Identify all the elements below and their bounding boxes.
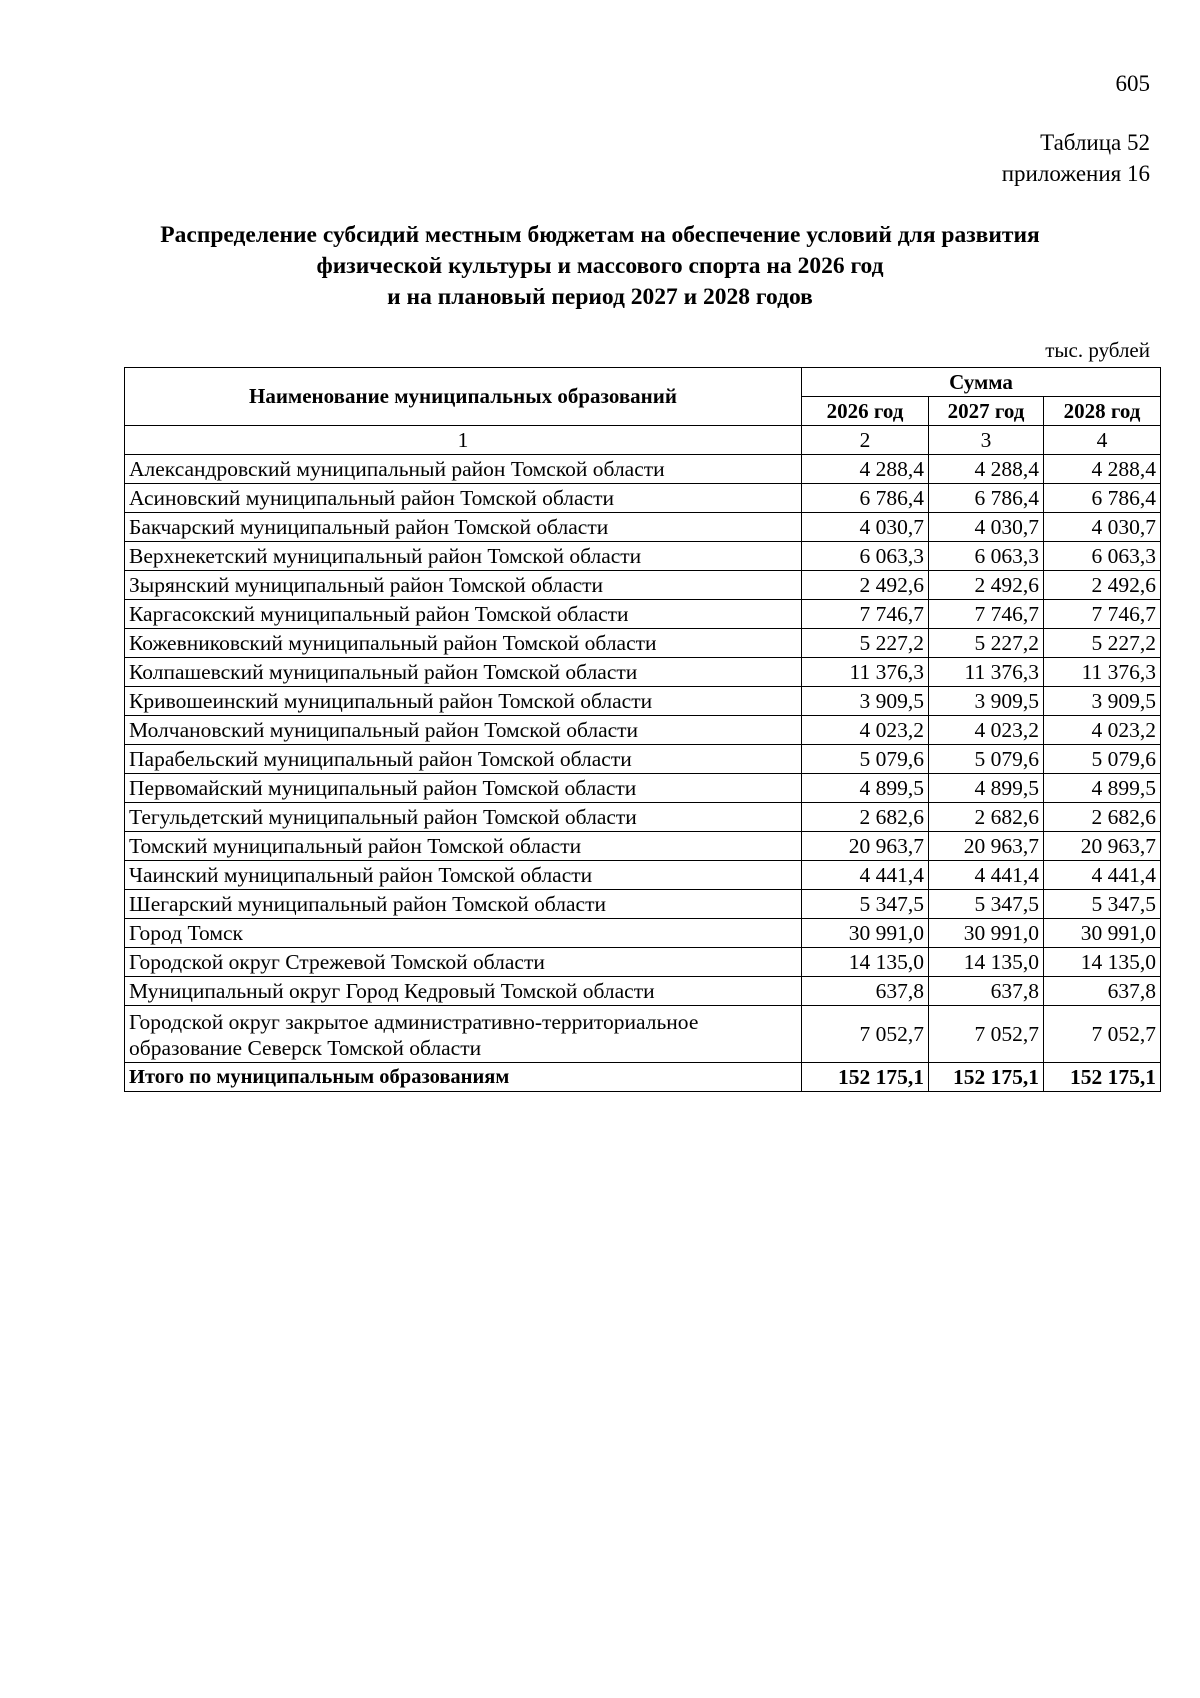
header-municipality: Наименование муниципальных образований xyxy=(125,368,802,426)
table-row xyxy=(125,890,1161,919)
table-row xyxy=(125,774,1161,803)
municipality-name: Кожевниковский муниципальный район Томской области xyxy=(125,629,802,658)
total-amount-2027: 152 175,1 xyxy=(929,1063,1044,1092)
municipality-name: Город Томск xyxy=(125,919,802,948)
amount-2026: 637,8 xyxy=(802,977,929,1006)
amount-2027: 2 492,6 xyxy=(929,571,1044,600)
amount-2026: 4 899,5 xyxy=(802,774,929,803)
unit-label: тыс. рублей xyxy=(1045,338,1150,362)
subsidy-table xyxy=(124,367,1161,1092)
table-row xyxy=(125,832,1161,861)
municipality-name: Томский муниципальный район Томской области xyxy=(125,832,802,861)
amount-2027: 30 991,0 xyxy=(929,919,1044,948)
table-row xyxy=(125,716,1161,745)
municipality-name: Асиновский муниципальный район Томской области xyxy=(125,484,802,513)
table-body xyxy=(125,426,1161,1092)
table-row xyxy=(125,1006,1161,1063)
total-row xyxy=(125,1063,1161,1092)
amount-2028: 6 063,3 xyxy=(1044,542,1161,571)
amount-2027: 5 079,6 xyxy=(929,745,1044,774)
amount-2026: 6 786,4 xyxy=(802,484,929,513)
table-row xyxy=(125,513,1161,542)
amount-2026: 5 347,5 xyxy=(802,890,929,919)
amount-2026: 4 288,4 xyxy=(802,455,929,484)
amount-2028: 6 786,4 xyxy=(1044,484,1161,513)
amount-2028: 14 135,0 xyxy=(1044,948,1161,977)
title-line2: физической культуры и массового спорта на 2026 год xyxy=(316,253,884,279)
column-number: 1 xyxy=(125,426,802,455)
amount-2027: 5 227,2 xyxy=(929,629,1044,658)
amount-2028: 5 079,6 xyxy=(1044,745,1161,774)
table-row xyxy=(125,629,1161,658)
amount-2027: 4 441,4 xyxy=(929,861,1044,890)
amount-2028: 4 288,4 xyxy=(1044,455,1161,484)
amount-2028: 4 030,7 xyxy=(1044,513,1161,542)
table-row xyxy=(125,571,1161,600)
amount-2027: 3 909,5 xyxy=(929,687,1044,716)
municipality-name: Бакчарский муниципальный район Томской области xyxy=(125,513,802,542)
amount-2026: 20 963,7 xyxy=(802,832,929,861)
amount-2026: 30 991,0 xyxy=(802,919,929,948)
municipality-name: Молчановский муниципальный район Томской области xyxy=(125,716,802,745)
table-row xyxy=(125,687,1161,716)
amount-2028: 4 441,4 xyxy=(1044,861,1161,890)
amount-2028: 2 682,6 xyxy=(1044,803,1161,832)
total-amount-2028: 152 175,1 xyxy=(1044,1063,1161,1092)
amount-2028: 637,8 xyxy=(1044,977,1161,1006)
amount-2027: 5 347,5 xyxy=(929,890,1044,919)
municipality-name: Городской округ закрытое административно-территориальное образование Северск Томской области xyxy=(125,1006,802,1063)
amount-2028: 5 347,5 xyxy=(1044,890,1161,919)
amount-2027: 4 899,5 xyxy=(929,774,1044,803)
total-amount-2026: 152 175,1 xyxy=(802,1063,929,1092)
municipality-name: Чаинский муниципальный район Томской области xyxy=(125,861,802,890)
amount-2027: 20 963,7 xyxy=(929,832,1044,861)
table-reference-line2: приложения 16 xyxy=(1001,161,1150,186)
municipality-name: Верхнекетский муниципальный район Томской области xyxy=(125,542,802,571)
municipality-name: Кривошеинский муниципальный район Томской области xyxy=(125,687,802,716)
municipality-name: Муниципальный округ Город Кедровый Томской области xyxy=(125,977,802,1006)
municipality-name: Каргасокский муниципальный район Томской области xyxy=(125,600,802,629)
municipality-name: Зырянский муниципальный район Томской области xyxy=(125,571,802,600)
column-number-row xyxy=(125,426,1161,455)
municipality-name: Шегарский муниципальный район Томской области xyxy=(125,890,802,919)
amount-2028: 7 746,7 xyxy=(1044,600,1161,629)
municipality-name: Первомайский муниципальный район Томской области xyxy=(125,774,802,803)
amount-2027: 4 030,7 xyxy=(929,513,1044,542)
column-number: 2 xyxy=(802,426,929,455)
amount-2028: 2 492,6 xyxy=(1044,571,1161,600)
header-year-2027: 2027 год xyxy=(929,397,1044,426)
column-number: 3 xyxy=(929,426,1044,455)
table-row xyxy=(125,600,1161,629)
amount-2026: 2 682,6 xyxy=(802,803,929,832)
table-row xyxy=(125,745,1161,774)
amount-2027: 14 135,0 xyxy=(929,948,1044,977)
amount-2027: 11 376,3 xyxy=(929,658,1044,687)
municipality-name: Колпашевский муниципальный район Томской области xyxy=(125,658,802,687)
municipality-name: Парабельский муниципальный район Томской области xyxy=(125,745,802,774)
amount-2027: 7 052,7 xyxy=(929,1006,1044,1063)
amount-2028: 11 376,3 xyxy=(1044,658,1161,687)
municipality-name: Александровский муниципальный район Томской области xyxy=(125,455,802,484)
table-row xyxy=(125,484,1161,513)
amount-2026: 4 441,4 xyxy=(802,861,929,890)
amount-2026: 4 023,2 xyxy=(802,716,929,745)
column-number: 4 xyxy=(1044,426,1161,455)
table-reference-line1: Таблица 52 xyxy=(1040,130,1150,155)
table-row xyxy=(125,658,1161,687)
amount-2028: 4 023,2 xyxy=(1044,716,1161,745)
table-row xyxy=(125,919,1161,948)
amount-2026: 6 063,3 xyxy=(802,542,929,571)
amount-2026: 4 030,7 xyxy=(802,513,929,542)
amount-2026: 3 909,5 xyxy=(802,687,929,716)
amount-2028: 4 899,5 xyxy=(1044,774,1161,803)
document-title xyxy=(100,220,1100,313)
header-sum: Сумма xyxy=(802,368,1161,397)
amount-2027: 4 288,4 xyxy=(929,455,1044,484)
amount-2028: 5 227,2 xyxy=(1044,629,1161,658)
amount-2028: 30 991,0 xyxy=(1044,919,1161,948)
table-row xyxy=(125,542,1161,571)
amount-2027: 7 746,7 xyxy=(929,600,1044,629)
header-year-2028: 2028 год xyxy=(1044,397,1161,426)
amount-2028: 7 052,7 xyxy=(1044,1006,1161,1063)
amount-2027: 637,8 xyxy=(929,977,1044,1006)
title-line1: Распределение субсидий местным бюджетам на обеспечение условий для развития xyxy=(160,222,1040,248)
amount-2026: 11 376,3 xyxy=(802,658,929,687)
table-row xyxy=(125,861,1161,890)
total-label: Итого по муниципальным образованиям xyxy=(125,1063,802,1092)
amount-2026: 7 746,7 xyxy=(802,600,929,629)
amount-2026: 5 227,2 xyxy=(802,629,929,658)
title-line3: и на плановый период 2027 и 2028 годов xyxy=(387,284,813,310)
amount-2026: 7 052,7 xyxy=(802,1006,929,1063)
amount-2026: 2 492,6 xyxy=(802,571,929,600)
amount-2028: 20 963,7 xyxy=(1044,832,1161,861)
amount-2027: 6 786,4 xyxy=(929,484,1044,513)
amount-2026: 5 079,6 xyxy=(802,745,929,774)
amount-2026: 14 135,0 xyxy=(802,948,929,977)
page-number: 605 xyxy=(1115,71,1150,96)
amount-2027: 2 682,6 xyxy=(929,803,1044,832)
table-reference xyxy=(1002,127,1150,189)
amount-2027: 4 023,2 xyxy=(929,716,1044,745)
header-year-2026: 2026 год xyxy=(802,397,929,426)
table-row xyxy=(125,948,1161,977)
municipality-name: Городской округ Стрежевой Томской области xyxy=(125,948,802,977)
amount-2028: 3 909,5 xyxy=(1044,687,1161,716)
table-row xyxy=(125,455,1161,484)
amount-2027: 6 063,3 xyxy=(929,542,1044,571)
table-row xyxy=(125,977,1161,1006)
municipality-name: Тегульдетский муниципальный район Томской области xyxy=(125,803,802,832)
table-row xyxy=(125,803,1161,832)
